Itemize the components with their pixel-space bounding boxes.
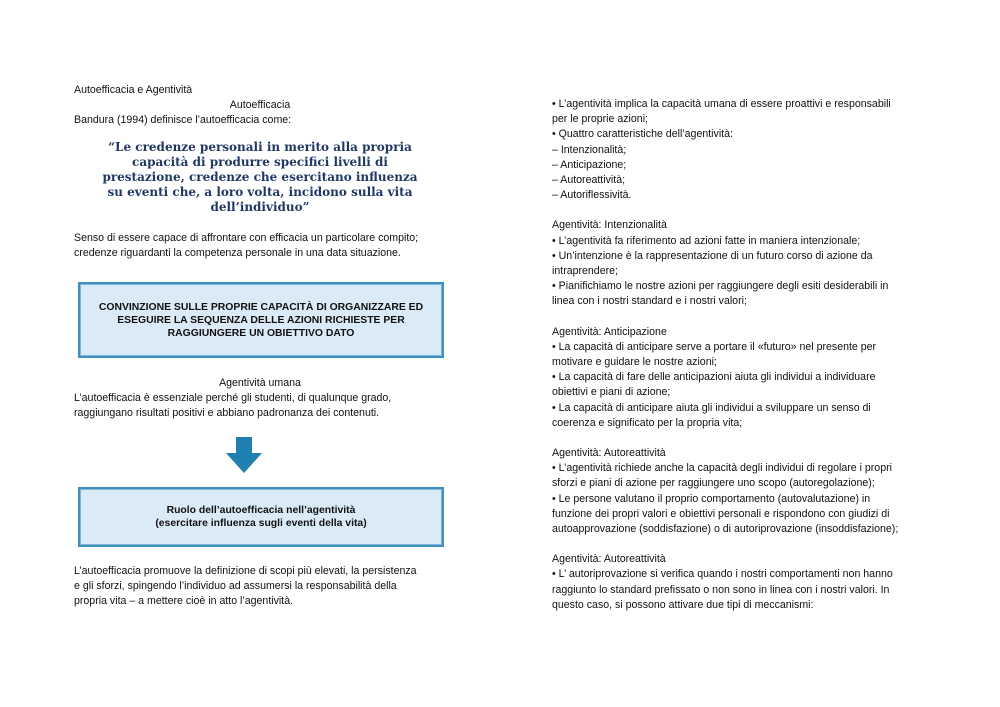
text-line: – Anticipazione; [552,158,627,171]
role-box [78,487,444,547]
text-line: L’autoefficacia promuove la definizione di scopi più elevati, la persistenza [74,565,417,577]
section-title-autoefficacia: Autoefficacia [229,99,291,112]
text-line: • La capacità di fare delle anticipazioni aiuta gli individui a individuare [552,371,876,384]
section-title: Agentività: Intenzionalità [552,219,667,232]
right-column [552,97,932,613]
text-line: Senso di essere capace di affrontare con efficacia un particolare compito; [74,231,419,244]
box-line: (esercitare influenza sugli eventi della vita) [155,518,367,529]
text-line: – Intenzionalità; [552,143,627,156]
text-line: intraprendere; [552,265,618,278]
selfreactivity-section-2 [552,552,932,613]
text-line: credenze riguardanti la competenza personale in una data situazione. [74,246,401,259]
text-line: autoapprovazione (soddisfazione) o di autoriprovazione (insoddisfazione); [552,523,899,536]
section-title: Agentività: Anticipazione [552,325,667,338]
left-column [74,83,446,261]
text-line: • Pianifichiamo le nostre azioni per raggiungere degli esiti desiderabili in [552,280,889,293]
text-line: • Quattro caratteristiche dell’agentività: [552,128,733,141]
selfreactivity-section [552,446,932,537]
sense-paragraph [74,231,446,261]
text-line: • Le persone valutano il proprio comportamento (autovalutazione) in [552,492,871,505]
text-line: raggiungano risultati positivi e abbiano padronanza dei contenuti. [74,407,380,420]
text-line: – Autoreattività; [552,174,626,187]
text-line: • Un’intenzione è la rappresentazione di un futuro corso di azione da [552,249,873,262]
quote-line: capacità di produrre specifici livelli di [132,154,388,169]
quote-line: su eventi che, a loro volta, incidono sulla vita [107,184,413,199]
text-line: motivare e guidare le nostre azioni; [552,356,717,369]
agency-section [74,376,446,422]
document-heading: Autoefficacia e Agentività [74,84,193,96]
section-title-agency: Agentività umana [219,377,301,389]
quote-line: prestazione, credenze che esercitano influenza [102,169,418,184]
box-line: RAGGIUNGERE UN OBIETTIVO DATO [167,327,355,339]
text-line: • L’ autoriprovazione si verifica quando i nostri comportamenti non hanno [552,568,893,581]
text-line: raggiunto lo standard prefissato o non sono in linea con i nostri valori. In [552,583,890,596]
intentionality-section [552,218,932,309]
text-line: • L’agentività fa riferimento ad azioni fatte in maniera intenzionale; [552,234,861,247]
text-line: – Autoriflessività. [552,189,632,202]
text-line: L’autoefficacia è essenziale perché gli studenti, di qualunque grado, [74,392,392,405]
section-title: Agentività: Autoreattività [552,553,666,566]
agency-overview [552,97,932,203]
closing-paragraph [74,564,446,610]
text-line: propria vita – a mettere cioè in atto l’agentività. [74,595,294,608]
text-line: • L’agentività implica la capacità umana di essere proattivi e responsabili [552,98,891,110]
text-line: funzione dei propri valori e obiettivi personali e rispondono con giudizi di [552,507,890,520]
bandura-quote [74,140,446,215]
box-line: ESEGUIRE LA SEQUENZA DELLE AZIONI RICHIESTE PER [117,314,405,326]
box-line: Ruolo dell’autoefficacia nell’agentività [166,505,356,516]
quote-line: “Le credenze personali in merito alla propria [108,139,412,154]
down-arrow-icon [226,437,262,473]
text-line: per le proprie azioni; [552,113,648,126]
text-line: sforzi e piani di azione per raggiungere uno scopo (autoregolazione); [552,477,875,490]
section-title: Agentività: Autoreattività [552,447,666,460]
quote-line: dell’individuo” [210,199,310,214]
text-line: questo caso, si possono attivare due tipi di meccanismi: [552,598,814,611]
text-line: • L’agentività richiede anche la capacità degli individui di regolare i propri [552,462,892,475]
text-line: linea con i nostri standard e i nostri valori; [552,295,747,308]
text-line: • La capacità di anticipare aiuta gli individui a sviluppare un senso di [552,401,871,414]
text-line: coerenza e significato per la propria vita; [552,416,743,429]
text-line: e gli sforzi, spingendo l’individuo ad assumersi la responsabilità della [74,580,397,593]
text-line: obiettivi e piani di azione; [552,386,671,399]
intro-text: Bandura (1994) definisce l’autoefficacia come: [74,114,292,127]
definition-box [78,282,444,358]
anticipation-section [552,325,932,431]
text-line: • La capacità di anticipare serve a portare il «futuro» nel presente per [552,340,877,353]
box-line: CONVINZIONE SULLE PROPRIE CAPACITÀ DI ORGANIZZARE ED [98,301,424,313]
